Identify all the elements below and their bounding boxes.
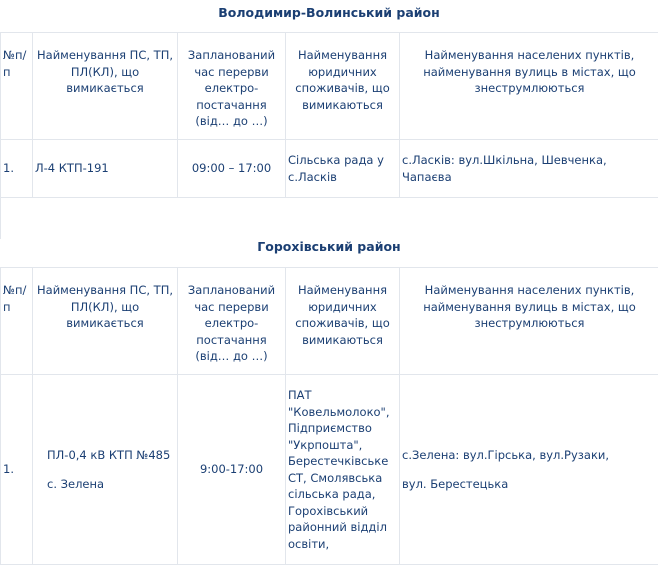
row-num: 1. [1, 140, 33, 198]
row-settlements-line: с.Зелена: вул.Гірська, вул.Рузаки, [402, 447, 657, 464]
outage-table [0, 32, 658, 239]
district-title: Володимир-Волинський район [0, 5, 658, 20]
table-row [1, 375, 658, 565]
header-num: №п/п [1, 33, 33, 140]
spacer-cell [1, 198, 658, 239]
row-object-line: с. Зелена [47, 476, 175, 493]
table-header-row [1, 33, 658, 140]
outage-table [0, 267, 658, 565]
header-object: Найменування ПС, ТП, ПЛ(КЛ), що вимикається [33, 33, 178, 140]
table-spacer-row [1, 198, 658, 239]
row-settlements [400, 375, 658, 565]
row-num: 1. [1, 375, 33, 565]
header-settlements: Найменування населених пунктів, найменування вулиць в містах, що знеструмлюються [400, 268, 658, 375]
table-row [1, 140, 658, 198]
row-object-line: ПЛ-0,4 кВ КТП №485 [47, 447, 175, 464]
row-time: 9:00-17:00 [178, 375, 286, 565]
header-time: Запланований час перерви електро-постачання (від… до …) [178, 268, 286, 375]
header-consumers: Найменування юридичних споживачів, що вимикаються [286, 268, 400, 375]
row-settlements: с.Ласків: вул.Шкільна, Шевченка, Чапаєва [400, 140, 658, 198]
row-time: 09:00 – 17:00 [178, 140, 286, 198]
row-object: Л-4 КТП-191 [33, 140, 178, 198]
header-settlements: Найменування населених пунктів, найменування вулиць в містах, що знеструмлюються [400, 33, 658, 140]
header-num: №п/п [1, 268, 33, 375]
table-header-row [1, 268, 658, 375]
row-object [33, 375, 178, 565]
row-settlements-line: вул. Берестецька [402, 476, 657, 493]
header-object: Найменування ПС, ТП, ПЛ(КЛ), що вимикається [33, 268, 178, 375]
row-consumers: Сільська рада у с.Ласків [286, 140, 400, 198]
row-consumers: ПАТ "Ковельмолоко", Підприємство "Укрпошта", Берестечківське СТ, Смолявська сільська рада, Горохівський районний відділ освіти, [286, 375, 400, 565]
district-title: Горохівський район [0, 239, 658, 254]
header-time: Запланований час перерви електро-постачання (від… до …) [178, 33, 286, 140]
header-consumers: Найменування юридичних споживачів, що вимикаються [286, 33, 400, 140]
